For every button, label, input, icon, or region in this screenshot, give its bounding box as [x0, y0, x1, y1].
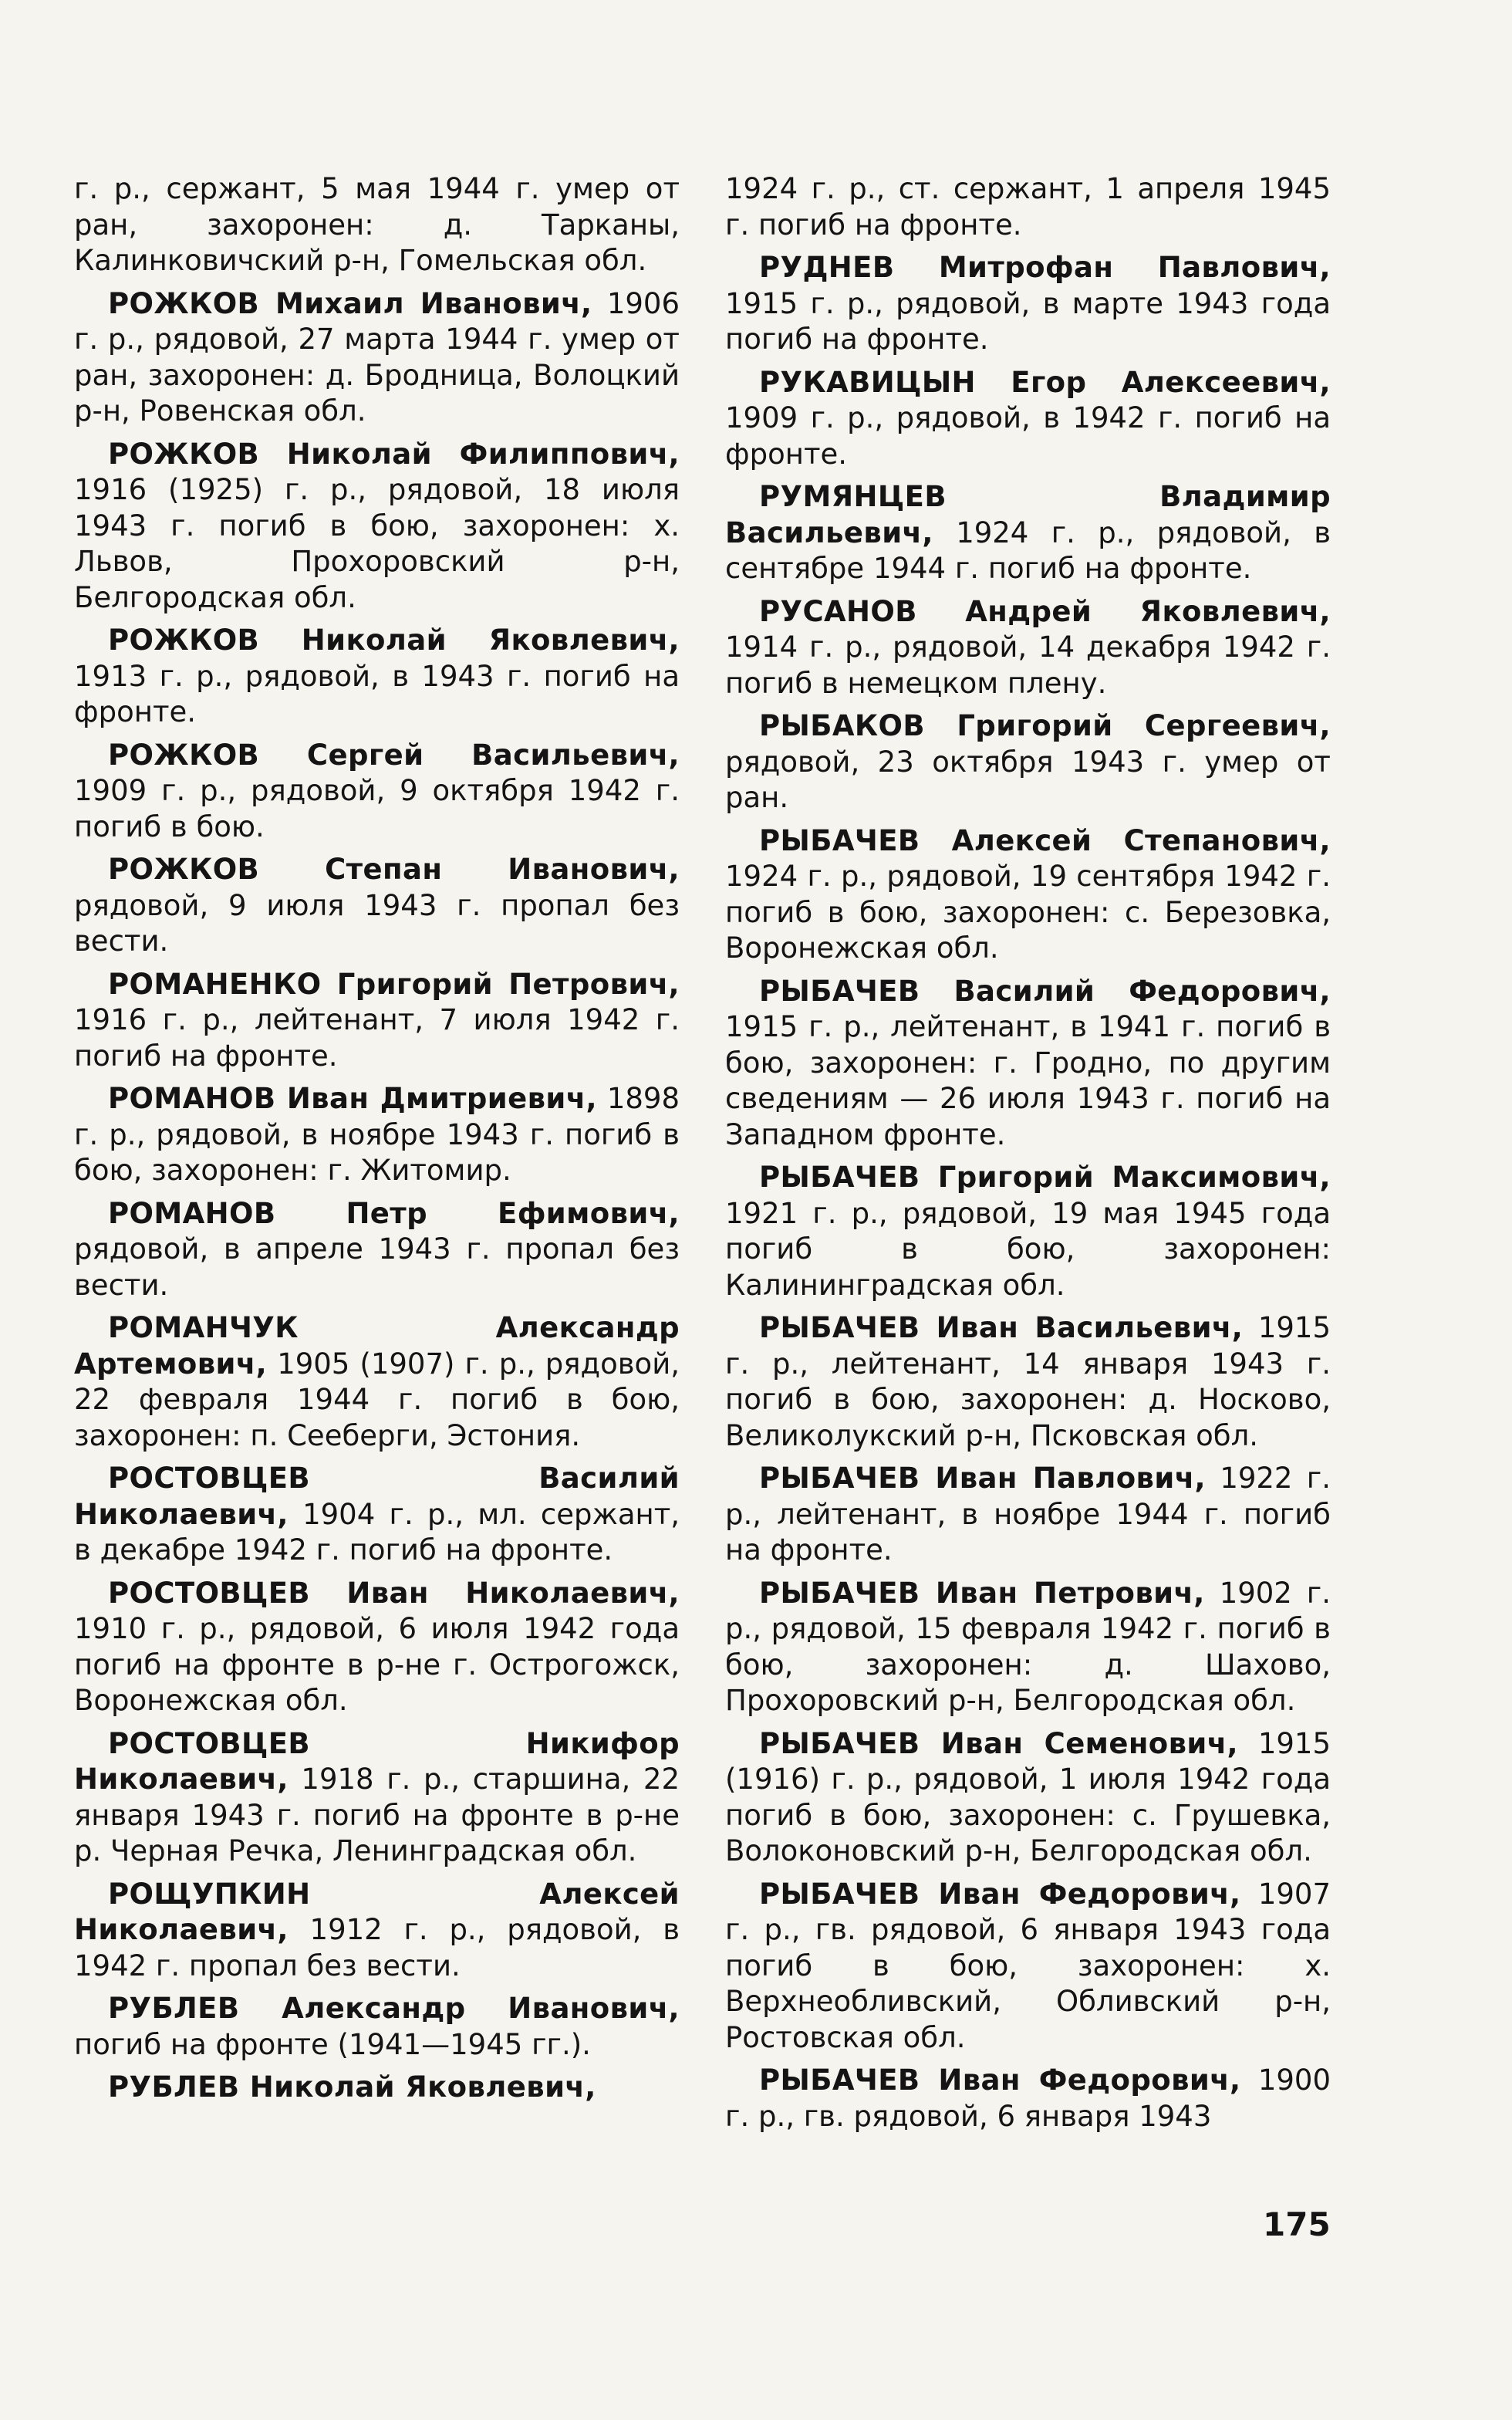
entry-text: 1905 (1907) г. р., рядовой, 22 февраля 1944 г. погиб в бою, захоронен: п. Сееберги, Эстония. [74, 1347, 680, 1452]
left-column [74, 171, 680, 2113]
memorial-entry [74, 1726, 680, 1870]
entry-text: 1915 (1916) г. р., рядовой, 1 июля 1942 года погиб в бою, захоронен: с. Грушевка, Волоконовский р-н, Белгородская обл. [725, 1726, 1331, 1867]
memorial-entry [74, 286, 680, 430]
entry-text: погиб на фронте (1941—1945 гг.). [74, 2027, 591, 2061]
entry-name: РОЖКОВ Николай Яковлевич, [108, 624, 680, 657]
entry-text: 1918 г. р., старшина, 22 января 1943 г. погиб на фронте в р-не р. Черная Речка, Ленинградская обл. [74, 1763, 680, 1867]
memorial-entry [74, 1877, 680, 1985]
entry-text: рядовой, в апреле 1943 г. пропал без вести. [74, 1232, 680, 1302]
memorial-entry [725, 1576, 1331, 1719]
memorial-entry [74, 967, 680, 1075]
memorial-entry [725, 1461, 1331, 1569]
entry-name: РОЖКОВ Степан Иванович, [108, 853, 680, 886]
entry-text: 1906 г. р., рядовой, 27 марта 1944 г. умер от ран, захоронен: д. Бродница, Волоцкий р-н, Ровенская обл. [74, 286, 680, 428]
entry-name: РУСАНОВ Андрей Яковлевич, [759, 594, 1331, 628]
memorial-entry [74, 738, 680, 846]
entry-text: 1898 г. р., рядовой, в ноябре 1943 г. погиб в бою, захоронен: г. Житомир. [74, 1082, 680, 1187]
entry-name: РОЖКОВ Михаил Иванович, [108, 286, 592, 320]
memorial-entry [74, 1576, 680, 1719]
memorial-entry [74, 1461, 680, 1569]
entry-text: 1913 г. р., рядовой, в 1943 г. погиб на фронте. [74, 659, 680, 728]
memorial-entry [725, 1160, 1331, 1303]
entry-name: РОЖКОВ Николай Филиппович, [108, 437, 680, 471]
entry-name: РЫБАЧЕВ Иван Федорович, [759, 1877, 1241, 1911]
entry-text: 1914 г. р., рядовой, 14 декабря 1942 г. погиб в немецком плену. [725, 630, 1331, 700]
memorial-entry [74, 171, 680, 279]
memorial-entry [725, 2063, 1331, 2134]
memorial-entry [725, 823, 1331, 967]
entry-name: РОСТОВЦЕВ Никифор Николаевич, [74, 1726, 680, 1796]
memorial-entry [74, 1196, 680, 1304]
entry-text: 1900 г. р., гв. рядовой, 6 января 1943 [725, 2063, 1331, 2133]
entry-name: РОМАНЕНКО Григорий Петрович, [108, 967, 680, 1001]
memorial-entry [725, 1877, 1331, 2057]
entry-text: 1922 г. р., лейтенант, в ноябре 1944 г. погиб на фронте. [725, 1462, 1331, 1567]
entry-name: РЫБАЧЕВ Алексей Степанович, [759, 823, 1331, 857]
entry-name: РЫБАКОВ Григорий Сергеевич, [759, 709, 1331, 742]
memorial-entry [725, 974, 1331, 1154]
entry-text: 1910 г. р., рядовой, 6 июля 1942 года погиб на фронте в р-не г. Острогожск, Воронежская обл. [74, 1612, 680, 1717]
entry-name: РУМЯНЦЕВ Владимир Васильевич, [725, 480, 1331, 549]
entry-name: РЫБАЧЕВ Василий Федорович, [759, 974, 1331, 1008]
entry-name: РОМАНОВ Иван Дмитриевич, [108, 1082, 597, 1115]
memorial-entry [74, 623, 680, 731]
entry-text: 1924 г. р., рядовой, 19 сентября 1942 г. погиб в бою, захоронен: с. Березовка, Воронежская обл. [725, 860, 1331, 965]
page-number: 175 [1263, 2205, 1331, 2243]
memorial-entry [725, 594, 1331, 702]
memorial-entry [725, 1310, 1331, 1454]
entry-name: РЫБАЧЕВ Иван Федорович, [759, 2063, 1241, 2097]
entry-name: РОСТОВЦЕВ Иван Николаевич, [108, 1576, 680, 1610]
entry-name: РОМАНЧУК Александр Артемович, [74, 1311, 680, 1381]
memorial-entry [74, 852, 680, 960]
entry-text: 1909 г. р., рядовой, 9 октября 1942 г. погиб в бою. [74, 774, 680, 843]
entry-text: 1907 г. р., гв. рядовой, 6 января 1943 года погиб в бою, захоронен: х. Верхнеобливский, Обливский р-н, Ростовская обл. [725, 1877, 1331, 2054]
memorial-entry [725, 250, 1331, 358]
entry-name: РОМАНОВ Петр Ефимович, [108, 1196, 680, 1230]
entry-text: рядовой, 23 октября 1943 г. умер от ран. [725, 745, 1331, 814]
entry-name: РЫБАЧЕВ Иван Васильевич, [759, 1311, 1244, 1344]
entry-text: 1924 г. р., ст. сержант, 1 апреля 1945 г. погиб на фронте. [725, 172, 1331, 242]
entry-text: 1904 г. р., мл. сержант, в декабре 1942 г. погиб на фронте. [74, 1497, 680, 1567]
entry-text: 1915 г. р., лейтенант, 14 января 1943 г. погиб в бою, захоронен: д. Носково, Великолукский р-н, Псковская обл. [725, 1311, 1331, 1452]
memorial-entry [725, 479, 1331, 587]
entry-text: 1916 г. р., лейтенант, 7 июля 1942 г. погиб на фронте. [74, 1003, 680, 1073]
entry-text: 1909 г. р., рядовой, в 1942 г. погиб на фронте. [725, 401, 1331, 471]
entry-text: 1916 (1925) г. р., рядовой, 18 июля 1943 г. погиб в бою, захоронен: х. Львов, Прохоровский р-н, Белгородская обл. [74, 473, 680, 614]
memorial-entry [74, 437, 680, 617]
right-column [725, 171, 1331, 2141]
entry-text: 1924 г. р., рядовой, в сентябре 1944 г. погиб на фронте. [725, 515, 1331, 585]
entry-name: РУКАВИЦЫН Егор Алексеевич, [759, 365, 1331, 399]
memorial-entry [725, 365, 1331, 473]
entry-name: РУБЛЕВ Александр Иванович, [108, 1992, 680, 2025]
memorial-entry [74, 2070, 680, 2106]
memorial-entry [74, 1081, 680, 1189]
entry-text: г. р., сержант, 5 мая 1944 г. умер от ран, захоронен: д. Тарканы, Калинковичский р-н, Гомельская обл. [74, 172, 680, 277]
entry-name: РЫБАЧЕВ Иван Петрович, [759, 1576, 1205, 1610]
entry-name: РОЩУПКИН Алексей Николаевич, [74, 1877, 680, 1946]
entry-name: РЫБАЧЕВ Иван Семенович, [759, 1726, 1239, 1760]
entry-text: рядовой, 9 июля 1943 г. пропал без вести. [74, 888, 680, 958]
entry-text: 1915 г. р., лейтенант, в 1941 г. погиб в бою, захоронен: г. Гродно, по другим сведениям — 26 июля 1943 г. погиб на Западном фронте. [725, 1010, 1331, 1151]
entry-name: РУБЛЕВ Николай Яковлевич, [108, 2070, 596, 2104]
memorial-entry [74, 1991, 680, 2063]
entry-name: РОЖКОВ Сергей Васильевич, [108, 738, 680, 772]
memorial-entry [725, 171, 1331, 243]
entry-text: 1912 г. р., рядовой, в 1942 г. пропал без вести. [74, 1913, 680, 1982]
entry-name: РЫБАЧЕВ Григорий Максимович, [759, 1161, 1331, 1194]
entry-name: РУДНЕВ Митрофан Павлович, [759, 251, 1331, 284]
entry-text: 1915 г. р., рядовой, в марте 1943 года погиб на фронте. [725, 286, 1331, 356]
entry-text: 1902 г. р., рядовой, 15 февраля 1942 г. погиб в бою, захоронен: д. Шахово, Прохоровский р-н, Белгородская обл. [725, 1576, 1331, 1717]
entry-name: РЫБАЧЕВ Иван Павлович, [759, 1462, 1206, 1495]
memorial-entry [725, 1726, 1331, 1870]
memorial-entry [74, 1310, 680, 1454]
entry-name: РОСТОВЦЕВ Василий Николаевич, [74, 1462, 680, 1531]
entry-text: 1921 г. р., рядовой, 19 мая 1945 года погиб в бою, захоронен: Калининградская обл. [725, 1196, 1331, 1302]
memorial-entry [725, 708, 1331, 816]
